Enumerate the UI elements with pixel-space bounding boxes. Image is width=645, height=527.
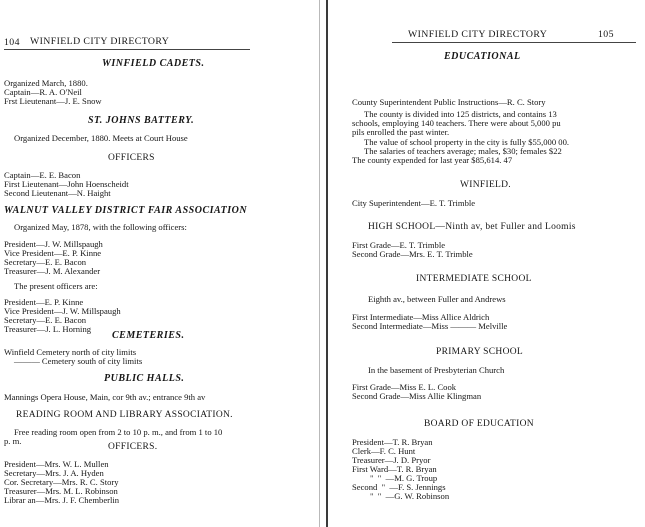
- page-number: 105: [598, 29, 614, 40]
- text-line: Organized May, 1878, with the following officers:: [14, 222, 187, 232]
- text-line: Winfield Cemetery north of city limits: [4, 347, 137, 357]
- text-line: President—Mrs. W. L. Mullen: [4, 459, 109, 469]
- text-line: Second " —F. S. Jennings: [352, 482, 446, 492]
- text-line: In the basement of Presbyterian Church: [368, 365, 505, 375]
- text-line: Captain—R. A. O'Neil: [4, 87, 82, 97]
- text-line: Vice President—J. W. Millspaugh: [4, 306, 121, 316]
- book-spine: [326, 0, 328, 527]
- text-line: First Grade—E. T. Trimble: [352, 240, 446, 250]
- left-page: [0, 0, 318, 527]
- page-gutter-shadow: [319, 0, 320, 527]
- section-heading: OFFICERS: [108, 153, 155, 163]
- text-line: Eighth av., between Fuller and Andrews: [368, 294, 506, 304]
- header-rule: [392, 42, 636, 43]
- text-line: ——— Cemetery south of city limits: [14, 356, 143, 366]
- section-heading: ST. JOHNS BATTERY.: [88, 115, 195, 126]
- section-heading: OFFICERS.: [108, 442, 158, 452]
- text-line: The present officers are:: [14, 281, 98, 291]
- text-line: Secretary—E. E. Bacon: [4, 257, 87, 267]
- text-line: Cor. Secretary—Mrs. R. C. Story: [4, 477, 119, 487]
- text-line: President—E. P. Kinne: [4, 297, 84, 307]
- text-line: Vice President—E. P. Kinne: [4, 248, 102, 258]
- text-line: " " —G. W. Robinson: [370, 491, 450, 501]
- text-line: Clerk—F. C. Hunt: [352, 446, 416, 456]
- text-line: Organized March, 1880.: [4, 78, 88, 88]
- text-line: Librar an—Mrs. J. F. Chemberlin: [4, 495, 120, 505]
- text-line: Second Lieutenant—N. Haight: [4, 188, 111, 198]
- text-line: Free reading room open from 2 to 10 p. m., and from 1 to 10: [14, 427, 223, 437]
- text-line: Treasurer—Mrs. M. L. Robinson: [4, 486, 118, 496]
- section-heading: CEMETERIES.: [112, 330, 185, 341]
- text-line: Treasurer—J. M. Alexander: [4, 266, 101, 276]
- text-line: pils enrolled the past winter.: [352, 127, 450, 137]
- section-heading: WALNUT VALLEY DISTRICT FAIR ASSOCIATION: [4, 205, 248, 216]
- text-line: County Superintendent Public Instructions—R. C. Story: [352, 97, 546, 107]
- section-heading: PUBLIC HALLS.: [104, 373, 185, 384]
- text-line: Treasurer—J. L. Horning: [4, 324, 92, 334]
- text-line: First Grade—Miss E. L. Cook: [352, 382, 457, 392]
- text-line: Mannings Opera House, Main, cor 9th av.; entrance 9th av: [4, 392, 206, 402]
- text-line: Treasurer—J. D. Pryor: [352, 455, 431, 465]
- text-line: The value of school property in the city is fully $55,000 00.: [364, 137, 570, 147]
- section-heading: INTERMEDIATE SCHOOL: [416, 274, 532, 284]
- text-line: First Intermediate—Miss Allice Aldrich: [352, 312, 490, 322]
- text-line: The county is divided into 125 districts, and contains 13: [364, 109, 557, 119]
- text-line: p. m.: [4, 436, 22, 446]
- section-heading: WINFIELD CADETS.: [102, 58, 205, 69]
- text-line: Frst Lieutenant—J. E. Snow: [4, 96, 102, 106]
- text-line: Second Grade—Miss Allie Klingman: [352, 391, 482, 401]
- text-line: City Superintendent—E. T. Trimble: [352, 198, 476, 208]
- text-line: First Lieutenant—John Hoenscheidt: [4, 179, 129, 189]
- right-page: [332, 0, 645, 527]
- running-head: WINFIELD CITY DIRECTORY: [30, 36, 170, 47]
- text-line: The county expended for last year $85,614. 47: [352, 155, 513, 165]
- text-line: President—J. W. Millspaugh: [4, 239, 103, 249]
- page-number: 104: [4, 37, 20, 48]
- text-line: Organized December, 1880. Meets at Court House: [14, 133, 188, 143]
- text-line: Second Grade—Mrs. E. T. Trimble: [352, 249, 473, 259]
- running-head: WINFIELD CITY DIRECTORY: [408, 29, 548, 40]
- text-line: First Ward—T. R. Bryan: [352, 464, 437, 474]
- section-heading: BOARD OF EDUCATION: [424, 419, 534, 429]
- text-line: The salaries of teachers average; males, $30; females $22: [364, 146, 562, 156]
- section-heading: EDUCATIONAL: [444, 51, 521, 62]
- text-line: schools, employing 140 teachers. There were about 5,000 pu: [352, 118, 561, 128]
- text-line: Captain—E. E. Bacon: [4, 170, 81, 180]
- section-heading: PRIMARY SCHOOL: [436, 347, 523, 357]
- text-line: President—T. R. Bryan: [352, 437, 433, 447]
- text-line: Secretary—Mrs. J. A. Hyden: [4, 468, 104, 478]
- section-heading: HIGH SCHOOL—Ninth av, bet Fuller and Loomis: [368, 222, 576, 232]
- text-line: Second Intermediate—Miss ——— Melville: [352, 321, 508, 331]
- section-heading: WINFIELD.: [460, 180, 511, 190]
- text-line: Secretary—E. E. Bacon: [4, 315, 87, 325]
- section-heading: READING ROOM AND LIBRARY ASSOCIATION.: [16, 410, 233, 420]
- header-rule: [4, 49, 250, 50]
- text-line: " " —M. G. Troup: [370, 473, 438, 483]
